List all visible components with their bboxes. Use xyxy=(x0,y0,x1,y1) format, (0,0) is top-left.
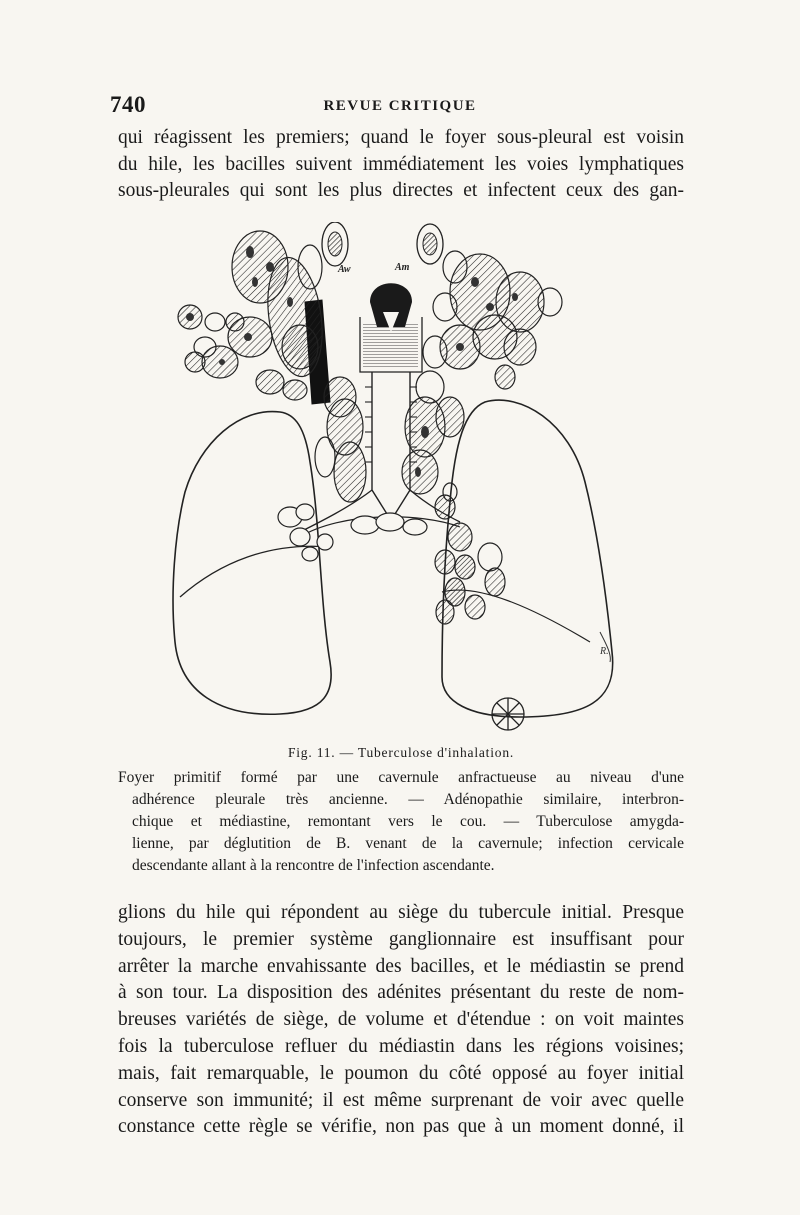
paragraph-bottom xyxy=(118,900,684,1141)
text-line: qui réagissent les premiers; quand le foyer sous-pleural est voisin xyxy=(118,127,684,148)
text-line: arrêter la marche envahissante des bacilles, et le médiastin se prend xyxy=(118,955,684,977)
caption-line: chique et médiastine, remontant vers le cou. — Tuberculose amygda- xyxy=(132,813,684,830)
text-line: conserve son immunité; il est même surprenant de voir avec quelle xyxy=(118,1089,684,1111)
text-line: à son tour. La disposition des adénites présentant du reste de nom- xyxy=(118,982,684,1004)
label-aw: Aw xyxy=(338,264,351,275)
cavernule-rosette xyxy=(492,698,524,730)
text-line: breuses variétés de siège, de volume et d'étendue : on voit maintes xyxy=(118,1009,684,1031)
anatomical-illustration xyxy=(160,222,640,737)
right-hilar-nodes xyxy=(435,483,505,624)
figure-caption-title: Fig. 11. — Tuberculose d'inhalation. xyxy=(287,745,515,760)
page-header xyxy=(110,92,690,122)
text-line: fois la tuberculose refluer du médiastin dans les régions voisines; xyxy=(118,1035,684,1057)
right-tonsil-core xyxy=(423,233,437,255)
caption-line: lienne, par déglutition de B. venant de la cavernule; infection cervicale xyxy=(132,835,684,852)
right-lymph-nodes xyxy=(402,251,562,494)
paragraph-top xyxy=(118,125,684,205)
label-am: Am xyxy=(395,262,410,273)
left-lung xyxy=(173,412,331,715)
text-line: sous-pleurales qui sont les plus directes et infectent ceux des gan- xyxy=(118,180,684,201)
text-line: glions du hile qui répondent au siège du tubercule initial. Presque xyxy=(118,902,684,923)
caption-line: Foyer primitif formé par une cavernule anfractueuse au niveau d'une xyxy=(118,769,684,786)
figure-caption-body xyxy=(118,767,684,877)
running-head: REVUE CRITIQUE xyxy=(323,98,477,114)
text-line: mais, fait remarquable, le poumon du côté opposé au foyer initial xyxy=(118,1062,684,1084)
carinal-nodes xyxy=(351,513,427,535)
page-number: 740 xyxy=(110,92,146,117)
figure-tuberculosis-diagram xyxy=(160,222,640,737)
left-tonsil-core xyxy=(328,232,342,256)
left-hilar-nodes xyxy=(278,504,333,561)
caption-line: adhérence pleurale très ancienne. — Adénopathie similaire, interbron- xyxy=(132,791,684,808)
caption-line: descendante allant à la rencontre de l'infection ascendante. xyxy=(132,857,495,874)
text-line: constance cette règle se vérifie, non pas que à un moment donné, il xyxy=(118,1116,684,1138)
trachea xyxy=(372,372,410,522)
text-line: du hile, les bacilles suivent immédiatement les voies lymphatiques xyxy=(118,153,684,175)
text-line: toujours, le premier système ganglionnaire est insuffisant pour xyxy=(118,928,684,950)
label-r: R. xyxy=(600,646,609,657)
